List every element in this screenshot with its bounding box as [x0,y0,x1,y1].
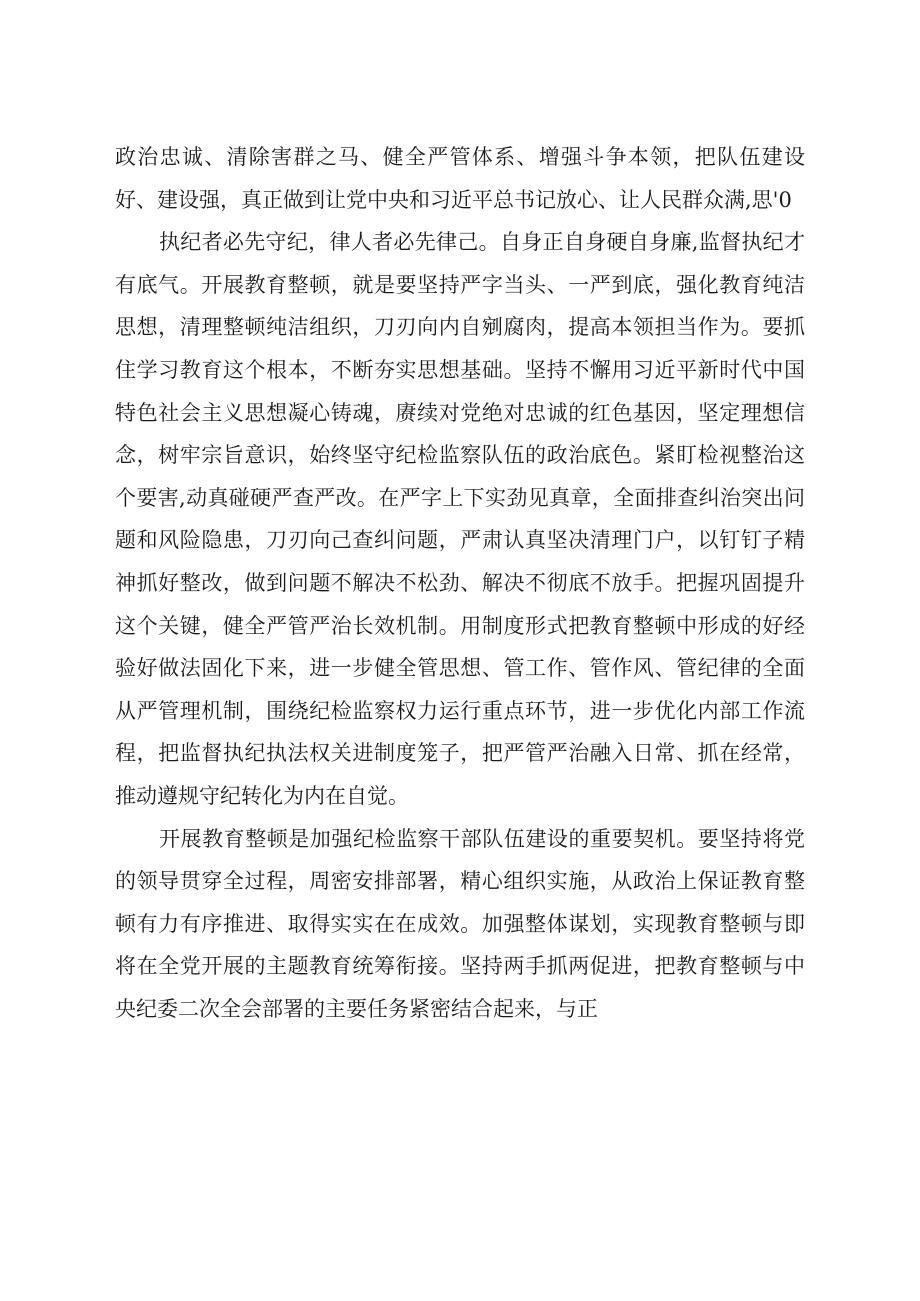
paragraph-2: 执纪者必先守纪，律人者必先律己。自身正自身硬自身廉,监督执纪才有底气。开展教育整顿，就是要坚持严字当头、一严到底，强化教育纯洁思想，清理整顿纯洁组织，刀刃向内自剜腐肉，提高本领担当作为。要抓住学习教育这个根本，不断夯实思想基础。坚持不懈用习近平新时代中国特色社会主义思想凝心铸魂，赓续对党绝对忠诚的红色基因，坚定理想信念，树牢宗旨意识，始终坚守纪检监察队伍的政治底色。紧盯检视整治这个要害,动真碰硬严查严改。在严字上下实劲见真章，全面排查纠治突出问题和风险隐患，刀刃向己查纠问题，严肃认真坚决清理门户，以钉钉子精神抓好整改，做到问题不解决不松劲、解决不彻底不放手。把握巩固提升这个关键，健全严管严治长效机制。用制度形式把教育整顿中形成的好经验好做法固化下来，进一步健全管思想、管工作、管作风、管纪律的全面从严管理机制，围绕纪检监察权力运行重点环节，进一步优化内部工作流程，把监督执纪执法权关进制度笼子，把严管严治融入日常、抓在经常，推动遵规守纪转化为内在自觉。 [115,230,805,808]
document-body [115,136,805,1030]
paragraph-1: 政治忠诚、清除害群之马、健全严管体系、增强斗争本领，把队伍建设好、建设强，真正做到让党中央和习近平总书记放心、让人民群众满,思'0 [115,145,805,212]
paragraph-3: 开展教育整顿是加强纪检监察干部队伍建设的重要契机。要坚持将党的领导贯穿全过程，周密安排部署，精心组织实施，从政治上保证教育整顿有力有序推进、取得实实在在成效。加强整体谋划，实现教育整顿与即将在全党开展的主题教育统筹衔接。坚持两手抓两促进，把教育整顿与中央纪委二次全会部署的主要任务紧密结合起来，与正 [115,826,805,1021]
